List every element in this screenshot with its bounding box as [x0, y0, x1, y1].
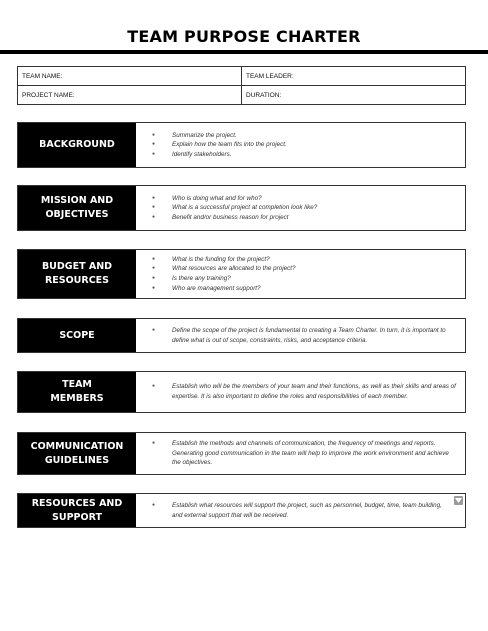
- background-section: [17, 122, 466, 168]
- section-label-resources-support: RESOURCES AND SUPPORT: [18, 494, 136, 527]
- list-item: ● Establish who will be the members of your team and their functions, as well as their skills and areas of expertise. It is also important to define the roles and responsibilities of each member.: [172, 382, 457, 401]
- section-label-communication: COMMUNICATION GUIDELINES: [18, 433, 136, 474]
- list-item: ● Explain how the team fits into the project.: [172, 140, 287, 150]
- team-leader-field[interactable]: TEAM LEADER:: [242, 67, 466, 86]
- project-info-table: [17, 66, 466, 105]
- resources-support-section: [17, 493, 466, 528]
- section-label-budget: BUDGET AND RESOURCES: [18, 250, 136, 298]
- section-content-budget[interactable]: [136, 250, 465, 298]
- section-label-mission: MISSION AND OBJECTIVES: [18, 186, 136, 230]
- team-name-field[interactable]: TEAM NAME:: [18, 67, 242, 86]
- section-content-background[interactable]: [136, 123, 465, 167]
- chevron-down-icon: [455, 498, 462, 503]
- budget-section: [17, 249, 466, 299]
- section-label-scope: SCOPE: [18, 319, 136, 352]
- title-divider: [0, 50, 488, 54]
- list-item: ● Who are management support?: [172, 284, 296, 294]
- section-content-scope[interactable]: [136, 319, 465, 352]
- team-members-section: [17, 371, 466, 413]
- list-item: ● What resources are allocated to the project?: [172, 264, 296, 274]
- page-title: TEAM PURPOSE CHARTER: [127, 27, 361, 46]
- list-item: ● Summarize the project.: [172, 131, 287, 141]
- list-item: ● What is a successful project at completion look like?: [172, 203, 317, 213]
- section-content-resources-support[interactable]: [136, 494, 465, 527]
- list-item: ● Identify stakeholders.: [172, 150, 287, 160]
- list-item: ● Define the scope of the project is fundamental to creating a Team Charter. In turn, it is important to define what is out of scope, constraints, risks, and acceptance criteria.: [172, 326, 457, 345]
- section-label-background: BACKGROUND: [18, 123, 136, 167]
- list-item: ● Is there any training?: [172, 274, 296, 284]
- section-content-team-members[interactable]: [136, 372, 465, 412]
- dropdown-button[interactable]: [454, 496, 463, 505]
- section-label-team-members: TEAM MEMBERS: [18, 372, 136, 412]
- section-content-communication[interactable]: [136, 433, 465, 474]
- duration-field[interactable]: DURATION:: [242, 86, 466, 105]
- list-item: ● Benefit and/or business reason for project: [172, 213, 317, 223]
- scope-section: [17, 318, 466, 353]
- mission-section: [17, 185, 466, 231]
- list-item: ● What is the funding for the project?: [172, 255, 296, 265]
- project-name-field[interactable]: PROJECT NAME:: [18, 86, 242, 105]
- communication-section: [17, 432, 466, 475]
- section-content-mission[interactable]: [136, 186, 465, 230]
- list-item: ● Establish what resources will support the project, such as personnel, budget, time, team building, and external support that will be received.: [172, 501, 449, 520]
- list-item: ● Who is doing what and for who?: [172, 194, 317, 204]
- list-item: ● Establish the methods and channels of communication, the frequency of meetings and reports. Generating good communication in the team will help to improve the work environment and achieve the objectives.: [172, 439, 457, 468]
